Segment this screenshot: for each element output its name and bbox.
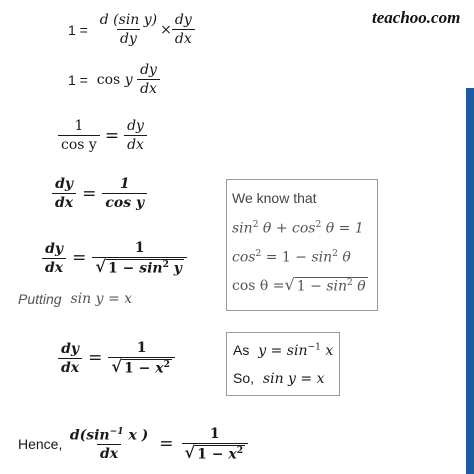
identity-line-2 bbox=[232, 249, 351, 266]
denominator bbox=[108, 357, 175, 377]
fraction-1-sqrt bbox=[182, 426, 249, 463]
equation-step-3 bbox=[58, 118, 147, 153]
accent-bar bbox=[466, 88, 474, 474]
lhs: 1 = bbox=[68, 21, 88, 38]
times-sign: × bbox=[160, 21, 172, 38]
denominator: dx bbox=[172, 29, 195, 47]
fraction-dy-dx bbox=[52, 176, 76, 211]
numerator: 1 bbox=[74, 118, 84, 134]
substitution-box bbox=[226, 332, 340, 396]
equation-step-1 bbox=[68, 12, 195, 47]
term: x ) bbox=[123, 427, 149, 444]
term: y = bbox=[258, 343, 287, 359]
equation-step-4 bbox=[52, 176, 147, 211]
one-minus: 1 − bbox=[296, 278, 327, 295]
fraction-dy-dx bbox=[172, 12, 195, 47]
fraction-dy-dx bbox=[58, 341, 82, 376]
box-title: We know that bbox=[232, 190, 317, 206]
one-minus: 1 − bbox=[197, 446, 229, 463]
putting-label: Putting bbox=[18, 291, 62, 307]
sqrt-expression: √ $1 - \sin^2 \theta$ bbox=[284, 275, 366, 295]
exponent: 2 bbox=[163, 359, 170, 371]
cos-text: cos bbox=[232, 249, 256, 266]
identity-box bbox=[226, 179, 378, 311]
putting-expr: sin y = x bbox=[70, 291, 133, 307]
equation-step-2 bbox=[68, 62, 160, 97]
equation-step-6 bbox=[58, 340, 175, 377]
fraction-1-sqrt bbox=[92, 240, 187, 277]
one-minus: 1 − bbox=[123, 360, 156, 377]
equals-sign: = bbox=[82, 183, 97, 204]
exponent: 2 bbox=[252, 220, 259, 230]
fraction-d-siny-dy bbox=[97, 12, 160, 47]
sqrt-expression: √ $1 - x^2$ bbox=[111, 357, 170, 377]
lhs: 1 = bbox=[68, 71, 88, 88]
term: θ + bbox=[258, 220, 292, 237]
cos-theta: cos θ = bbox=[232, 277, 285, 294]
exponent: 2 bbox=[332, 249, 338, 259]
y-var: y bbox=[124, 71, 133, 88]
x-var: x bbox=[155, 360, 164, 377]
numerator: dy bbox=[127, 118, 144, 134]
term: θ bbox=[337, 249, 351, 266]
numerator: 1 bbox=[134, 240, 145, 256]
fraction-1-cosy bbox=[102, 176, 147, 211]
exponent: 2 bbox=[347, 278, 353, 288]
substitution-line-1 bbox=[233, 342, 333, 359]
term: = 1 − bbox=[261, 249, 312, 266]
term: d( bbox=[69, 427, 87, 444]
equals-sign: = bbox=[88, 348, 103, 369]
as-label: As bbox=[233, 342, 250, 358]
sin-text: sin bbox=[139, 260, 163, 277]
fraction-dy-dx bbox=[124, 118, 147, 153]
equation-step-5 bbox=[42, 240, 187, 277]
numerator: dy bbox=[55, 176, 74, 192]
y-var: y bbox=[168, 260, 182, 277]
numerator: dy bbox=[174, 12, 192, 28]
fraction-dy-dx bbox=[42, 241, 66, 276]
numerator: d (sin y) bbox=[99, 12, 158, 28]
sin-text: sin bbox=[86, 427, 110, 444]
identity-line-1 bbox=[232, 220, 364, 237]
fraction-1-sqrt bbox=[108, 340, 175, 377]
cos-text: cos bbox=[292, 220, 316, 237]
denominator: dy bbox=[117, 29, 140, 47]
numerator bbox=[67, 427, 151, 445]
denominator bbox=[182, 443, 249, 463]
x-var: x bbox=[320, 343, 334, 359]
numerator: 1 bbox=[209, 426, 220, 442]
denominator: dx bbox=[58, 358, 82, 376]
sin-text: sin bbox=[326, 278, 348, 295]
x-var: x bbox=[228, 446, 237, 463]
numerator: 1 bbox=[136, 340, 147, 356]
sqrt-expression: √ $1 - \sin^2 y$ bbox=[95, 257, 182, 277]
hence-label: Hence, bbox=[18, 436, 63, 453]
putting-line bbox=[18, 291, 132, 307]
one-minus: 1 − bbox=[107, 260, 140, 277]
term: sin y = x bbox=[262, 371, 325, 387]
numerator: dy bbox=[45, 240, 64, 257]
so-label: So, bbox=[233, 370, 255, 386]
numerator: dy bbox=[140, 62, 157, 78]
identity-line-3 bbox=[232, 277, 368, 295]
term: θ bbox=[352, 278, 366, 295]
denominator: dx bbox=[137, 79, 160, 97]
exponent: 2 bbox=[315, 220, 322, 230]
sin-text: sin bbox=[232, 220, 253, 237]
denominator: cos y bbox=[58, 135, 100, 153]
cos-text: cos bbox=[96, 71, 121, 88]
sin-text: sin bbox=[286, 343, 308, 359]
numerator: 1 bbox=[119, 176, 130, 192]
substitution-line-2 bbox=[233, 370, 325, 387]
final-result bbox=[18, 426, 248, 463]
fraction-1-cosy bbox=[58, 118, 100, 153]
denominator: dx bbox=[42, 258, 66, 276]
term: θ = 1 bbox=[321, 220, 364, 237]
denominator: dx bbox=[97, 444, 121, 462]
equals-sign: = bbox=[104, 125, 120, 146]
denominator: cos y bbox=[102, 193, 147, 211]
numerator: dy bbox=[61, 340, 80, 357]
fraction-d-arcsin-dx bbox=[67, 427, 151, 463]
equals-sign: = bbox=[159, 434, 174, 455]
exponent: −1 bbox=[109, 425, 124, 437]
exponent: 2 bbox=[162, 259, 169, 271]
sin-text: sin bbox=[311, 249, 333, 266]
teachoo-logo: teachoo.com bbox=[372, 8, 461, 27]
denominator: dx bbox=[52, 193, 76, 211]
denominator bbox=[92, 257, 187, 277]
equals-sign: = bbox=[72, 248, 87, 269]
fraction-dy-dx bbox=[137, 62, 160, 97]
sqrt-expression: √ $1 - x^2$ bbox=[184, 443, 244, 463]
denominator: dx bbox=[124, 135, 147, 153]
exponent: 2 bbox=[255, 249, 262, 259]
exponent: −1 bbox=[307, 342, 321, 353]
exponent: 2 bbox=[236, 445, 244, 457]
